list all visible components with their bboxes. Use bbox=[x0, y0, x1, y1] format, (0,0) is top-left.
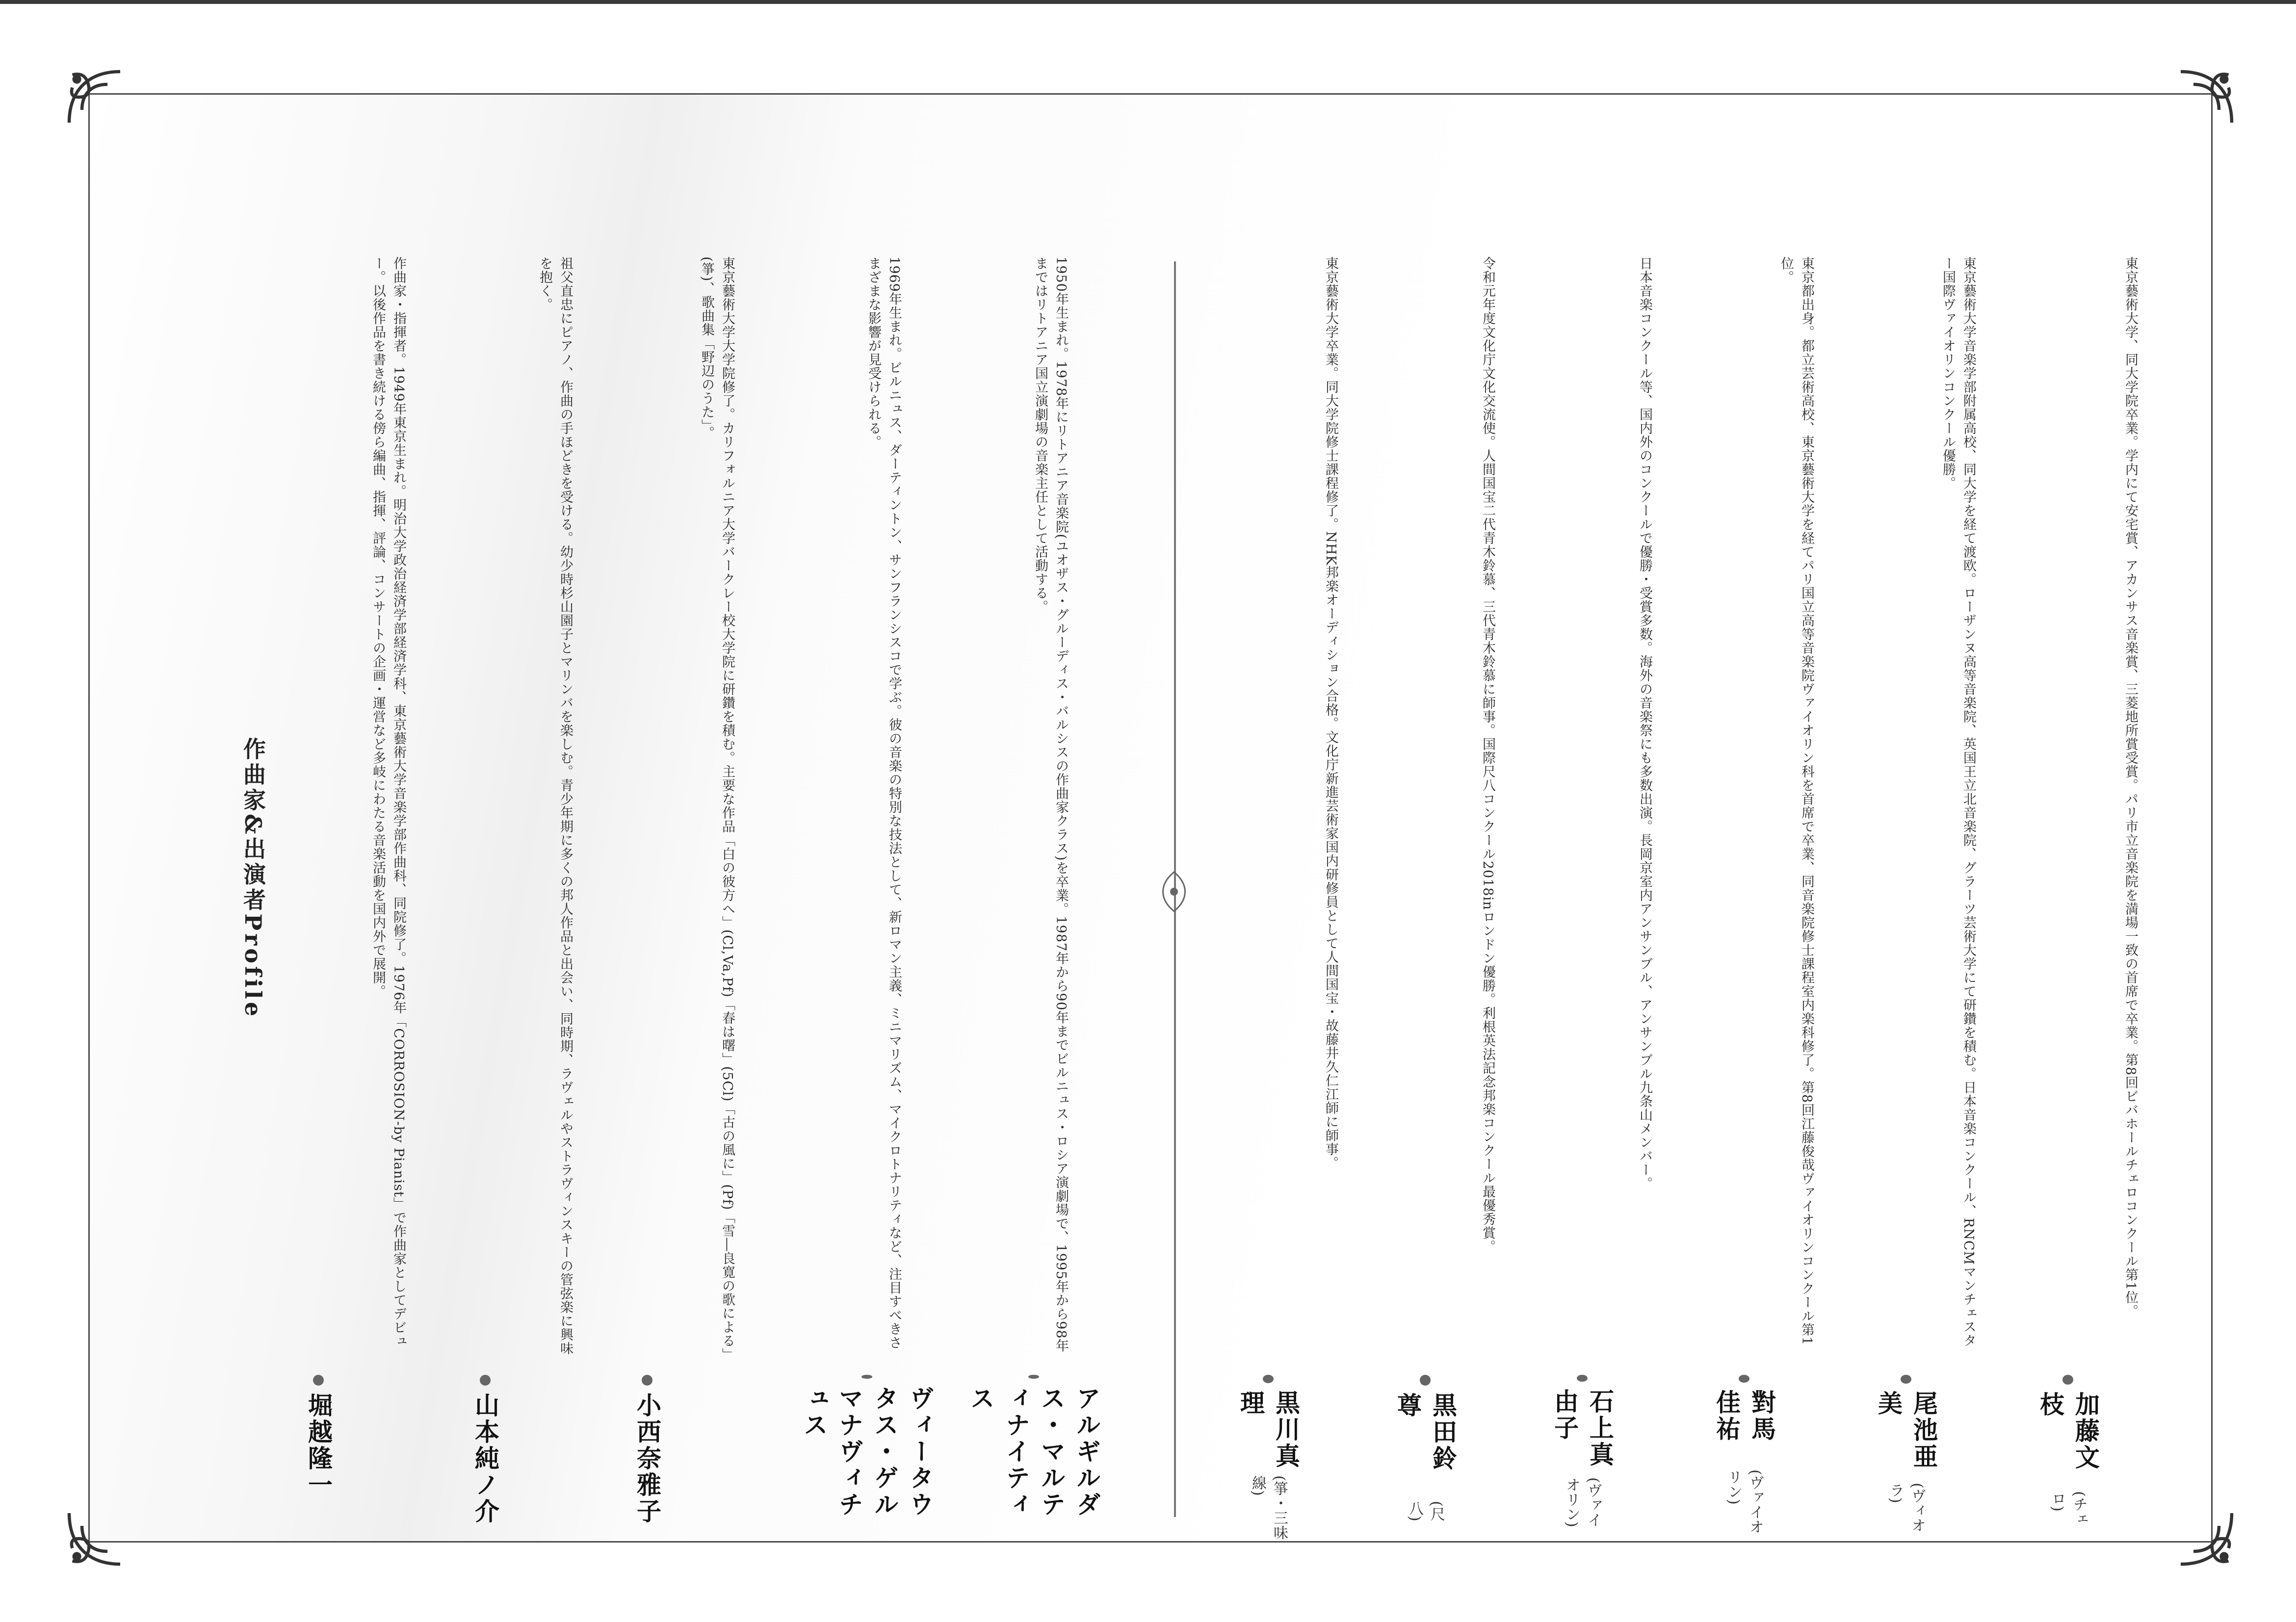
performer-name: 黒川真理 bbox=[1236, 1390, 1301, 1469]
composer-bio: 祖父直忠にピアノ、作曲の手ほどきを受ける。幼少時杉山園子とマリンバを楽しむ。青少年期に多くの邦人作品と出会い、同時期、ラヴェルやストラヴィンスキーの管弦楽に興味を抱く。 bbox=[537, 257, 573, 1355]
bullet-icon bbox=[1901, 1375, 1911, 1384]
composer-name: ヴィータウタス・ゲルマナヴィチュス bbox=[800, 1385, 935, 1518]
performer-name: 尾池亜美 bbox=[1874, 1390, 1938, 1470]
bullet-icon bbox=[861, 1375, 872, 1379]
composer-profile bbox=[796, 1375, 938, 1541]
performer-bio: 令和元年度文化庁文化交流使。人間国宝二代青木鈴慕、三代青木鈴慕に師事。国際尺八コンクール2018inロンドン優勝。利根英法記念邦楽コンクール最優秀賞。 bbox=[1480, 257, 1495, 1254]
composer-profile bbox=[468, 1375, 503, 1525]
page-title: 作曲家&出演者Profile bbox=[240, 737, 266, 1020]
performer-role: (ヴィオラ) bbox=[1887, 1482, 1926, 1533]
corner-ornament-icon bbox=[2174, 1507, 2238, 1571]
divider-ornament-icon bbox=[1154, 870, 1194, 914]
composer-bio: 1969年生まれ。ビルニュス、ダーティントン、サンフランシスコで学ぶ。彼の音楽の特別な技法として、新ロマン主義、ミニマリズム、マイクロトナリティなど、注目すべきさまざまな影響が見受けられる。 bbox=[866, 257, 902, 1350]
composer-name: 小西奈雅子 bbox=[633, 1392, 662, 1525]
performer-profile bbox=[1233, 1375, 1304, 1541]
performer-role: (チェロ) bbox=[2049, 1491, 2087, 1526]
composer-name: アルギルダス・マルティナイティス bbox=[966, 1386, 1101, 1519]
bullet-icon bbox=[1577, 1375, 1588, 1382]
bullet-icon bbox=[313, 1375, 324, 1386]
performer-bio: 東京都出身。都立芸術高校、東京藝術大学を経てパリ国立高等音楽院ヴァイオリン科を首席で卒業、同音楽院修士課程室内楽科修了。第8回江藤俊哉ヴァイオリンコンクール第1位。 bbox=[1778, 257, 1814, 1346]
performer-profile bbox=[1390, 1375, 1461, 1541]
performer-bio: 東京藝術大学、同大学院卒業。学内にて安宅賞、アカンサス音楽賞、三菱地所賞受賞。パリ市立音楽院を満場一致の首席で卒業。第8回ビバホールチェロコンクール第1位。 bbox=[2123, 257, 2138, 1318]
composer-profile bbox=[301, 1375, 336, 1498]
performer-profile bbox=[1709, 1375, 1779, 1541]
bullet-icon bbox=[2062, 1375, 2073, 1385]
performer-profile bbox=[1871, 1375, 1941, 1541]
performer-profile bbox=[1547, 1375, 1618, 1541]
composer-bio: 1950年生まれ。1978年にリトアニア音楽院(ユオザス・グルーディス・バルシスの作曲家クラス)を卒業。1987年から90年までビルニュス・ロシア演劇場で、1995年から98年まではリトアニア国立演劇場の音楽主任として活動する。 bbox=[1033, 257, 1069, 1353]
performer-bio: 東京藝術大学音楽学部附属高校、同大学を経て渡欧。ローザンヌ高等音楽院、英国王立北音楽院、グラーツ芸術大学にて研鑽を積む。日本音楽コンクール、RNCMマンチェスター国際ヴァイオリンコンクール優勝。 bbox=[1940, 257, 1976, 1348]
bullet-icon bbox=[1739, 1375, 1749, 1383]
performer-role: (尺八) bbox=[1406, 1500, 1445, 1521]
performer-bio: 東京藝術大学卒業。同大学院修士課程修了。NHK邦楽オーディション合格。文化庁新進芸術家国内研修員として人間国宝・故藤井久仁江師に師事。 bbox=[1323, 257, 1338, 1170]
scan-edge bbox=[0, 0, 2296, 4]
performer-name: 黒田鈴尊 bbox=[1393, 1392, 1458, 1472]
performer-role: (ヴァイオリン) bbox=[1563, 1477, 1602, 1527]
bullet-icon bbox=[642, 1375, 652, 1386]
composer-profile bbox=[963, 1375, 1104, 1541]
performer-name: 對馬佳祐 bbox=[1712, 1389, 1776, 1442]
performer-bio: 日本音楽コンクール等、国内外のコンクールで優勝・受賞多数。海外の音楽祭にも多数出演。長岡京室内アンサンブル、アンサンブル九条山メンバー。 bbox=[1637, 257, 1652, 1190]
performer-role: (ヴァイオリン) bbox=[1725, 1469, 1764, 1534]
composer-name: 堀越隆一 bbox=[304, 1392, 333, 1498]
bullet-icon bbox=[1028, 1375, 1039, 1379]
performer-name: 石上真由子 bbox=[1550, 1389, 1615, 1468]
performer-profile bbox=[2033, 1375, 2103, 1541]
composer-bio: 作曲家・指揮者。1949年東京生まれ。明治大学政治経済学部経済学科、東京藝術大学音楽学部作曲科、同院修了。1976年「CORROSION-by Pianist」で作曲家としてデビュー。以後作品を書き続ける傍ら編曲、指揮、評論、コンサートの企画・運営など多岐にわたる音楽活動を国内外で展開。 bbox=[370, 257, 406, 1348]
bullet-icon bbox=[480, 1375, 491, 1386]
composer-bio: 東京藝術大学大学院修了。カリフォルニア大学バークレー校大学院に研鑽を積む。主要な作品「白の彼方へ」(Cl,Va,Pf)「春は曙」(5Cl)「古の風に」(Pf)「雪―良寛の歌による」(箏)、歌曲集「野辺のうた」。 bbox=[699, 257, 735, 1355]
composer-profile bbox=[629, 1375, 665, 1525]
performer-role: (箏・三味線) bbox=[1249, 1475, 1288, 1541]
composer-name: 山本純ノ介 bbox=[471, 1392, 500, 1525]
corner-ornament-icon bbox=[63, 1507, 127, 1571]
corner-ornament-icon bbox=[63, 65, 127, 129]
bullet-icon bbox=[1420, 1375, 1431, 1386]
program-sheet bbox=[88, 93, 2213, 1543]
corner-ornament-icon bbox=[2174, 65, 2238, 129]
bullet-icon bbox=[1263, 1375, 1274, 1383]
performer-name: 加藤文枝 bbox=[2036, 1391, 2100, 1471]
